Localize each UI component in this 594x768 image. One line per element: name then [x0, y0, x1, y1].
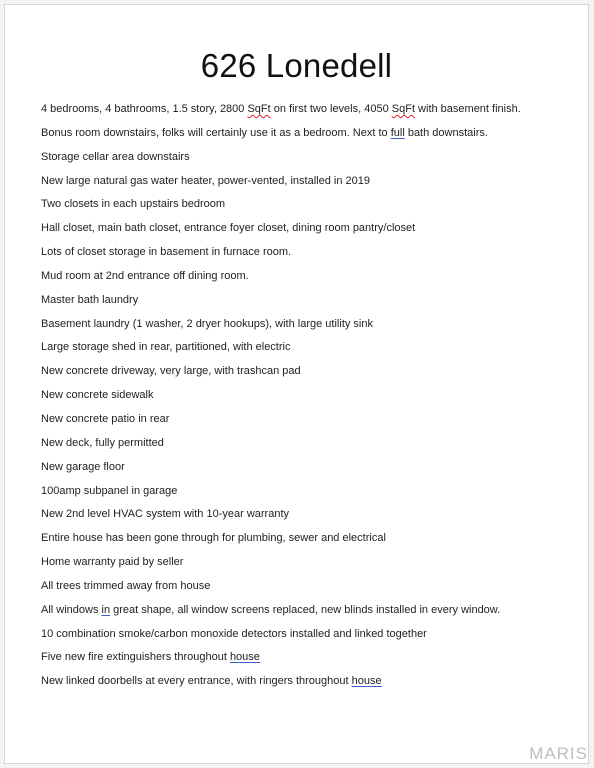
- list-item: Hall closet, main bath closet, entrance foyer closet, dining room pantry/closet: [41, 222, 416, 235]
- list-item: 100amp subpanel in garage: [41, 484, 178, 497]
- list-item: All windows in great shape, all window screens replaced, new blinds installed in every window.: [41, 603, 501, 616]
- maris-watermark: MARIS: [529, 744, 588, 763]
- list-item: Lots of closet storage in basement in furnace room.: [41, 246, 292, 259]
- grammar-flag: in: [101, 603, 111, 616]
- list-item: 4 bedrooms, 4 bathrooms, 1.5 story, 2800 SqFt on first two levels, 4050 SqFt with basement finish.: [41, 103, 521, 115]
- list-item: Two closets in each upstairs bedroom: [41, 198, 226, 211]
- grammar-flag: full: [390, 126, 405, 139]
- feature-list: [41, 102, 568, 698]
- list-item: Mud room at 2nd entrance off dining room.: [41, 269, 249, 282]
- grammar-flag: house: [351, 675, 382, 688]
- spellcheck-flag: SqFt: [391, 103, 415, 115]
- list-item: 10 combination smoke/carbon monoxide detectors installed and linked together: [41, 627, 427, 640]
- list-item: Basement laundry (1 washer, 2 dryer hookups), with large utility sink: [41, 317, 373, 330]
- list-item: New concrete driveway, very large, with trashcan pad: [41, 365, 301, 378]
- list-item: New linked doorbells at every entrance, with ringers throughout house: [41, 675, 382, 688]
- list-item: New deck, fully permitted: [41, 436, 164, 449]
- list-item: All trees trimmed away from house: [41, 579, 211, 592]
- document-title: 626 Lonedell: [200, 47, 393, 84]
- list-item: New large natural gas water heater, power-vented, installed in 2019: [41, 174, 370, 187]
- list-item: New garage floor: [41, 460, 125, 473]
- spellcheck-flag: SqFt: [247, 103, 271, 115]
- list-item: Entire house has been gone through for plumbing, sewer and electrical: [41, 532, 386, 545]
- list-item: New concrete patio in rear: [41, 412, 170, 425]
- grammar-flag: house: [229, 651, 260, 664]
- list-item: Storage cellar area downstairs: [41, 150, 190, 163]
- list-item: Master bath laundry: [41, 293, 139, 306]
- list-item: New 2nd level HVAC system with 10-year warranty: [41, 508, 289, 521]
- document-page: [4, 4, 589, 764]
- list-item: New concrete sidewalk: [41, 389, 154, 402]
- list-item: Home warranty paid by seller: [41, 556, 184, 569]
- list-item: Large storage shed in rear, partitioned, with electric: [41, 341, 291, 354]
- list-item: Bonus room downstairs, folks will certainly use it as a bedroom. Next to full bath downstairs.: [41, 126, 488, 139]
- list-item: Five new fire extinguishers throughout house: [41, 651, 260, 664]
